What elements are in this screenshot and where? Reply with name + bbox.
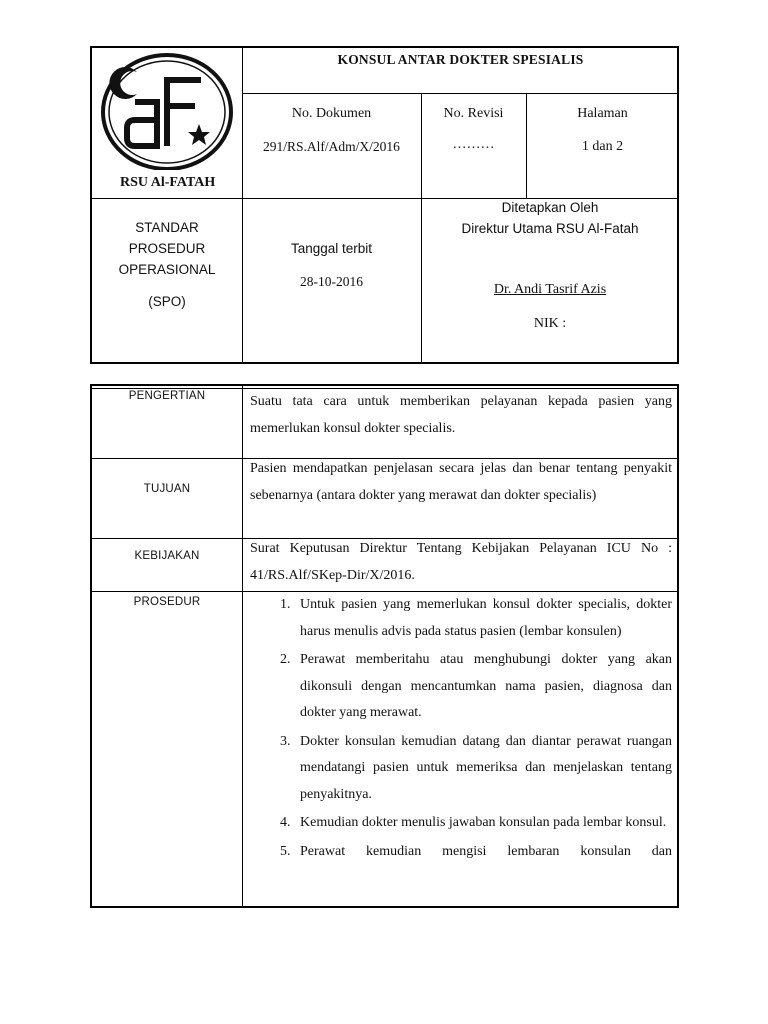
spo-line-1: STANDAR [135, 220, 199, 235]
spo-abbr: (SPO) [148, 294, 186, 309]
spo-header-table [90, 46, 679, 364]
no-dokumen-value: 291/RS.Alf/Adm/X/2016 [263, 139, 400, 154]
al-fatah-logo [97, 50, 237, 170]
no-revisi-value: ……… [452, 137, 495, 152]
director-name: Dr. Andi Tasrif Azis [493, 282, 607, 297]
no-revisi-label: No. Revisi [443, 106, 504, 121]
prosedur-step: 3. Dokter konsulan kemudian datang dan diantar perawat ruangan mendatangi pasien untuk memeriksa dan menjelaskan tentang penyakitnya. [294, 729, 672, 809]
pengertian-label: PENGERTIAN [128, 390, 206, 402]
tanggal-terbit-value: 28-10-2016 [300, 274, 363, 289]
nik-label: NIK : [533, 316, 567, 331]
ditetapkan-oleh: Ditetapkan Oleh [501, 200, 599, 215]
ditetapkan-jabatan: Direktur Utama RSU Al-Fatah [461, 221, 639, 236]
tanggal-terbit-label: Tanggal terbit [290, 241, 373, 256]
prosedur-step: 4. Kemudian dokter menulis jawaban konsulan pada lembar konsul. [294, 810, 672, 837]
no-dokumen-label: No. Dokumen [291, 106, 372, 121]
prosedur-step: 1. Untuk pasien yang memerlukan konsul dokter specialis, dokter harus menulis advis pada status pasien (lembar konsulen) [294, 592, 672, 645]
halaman-value: 1 dan 2 [581, 139, 624, 154]
document-title: KONSUL ANTAR DOKTER SPESIALIS [337, 52, 584, 67]
prosedur-step: 5. Perawat kemudian mengisi lembaran konsulan dan [294, 839, 672, 866]
prosedur-steps [250, 592, 672, 867]
kebijakan-label: KEBIJAKAN [134, 550, 200, 562]
tujuan-text: Pasien mendapatkan penjelasan secara jelas dan benar tentang penyakit sebenarnya (antara dokter yang merawat dan dokter specialis) [250, 461, 672, 503]
prosedur-step: 2. Perawat memberitahu atau menghubungi dokter yang akan dikonsuli dengan mencantumkan nama pasien, diagnosa dan dokter yang merawat. [294, 647, 672, 727]
spo-line-3: OPERASIONAL [118, 262, 216, 277]
hospital-name: RSU Al-FATAH [120, 175, 216, 190]
halaman-label: Halaman [577, 106, 628, 121]
spo-content-table [90, 384, 679, 908]
spo-line-2: PROSEDUR [128, 241, 206, 256]
tujuan-label: TUJUAN [143, 483, 191, 495]
prosedur-label: PROSEDUR [133, 596, 201, 608]
pengertian-text: Suatu tata cara untuk memberikan pelayanan kepada pasien yang memerlukan konsul dokter specialis. [250, 394, 672, 436]
kebijakan-text: Surat Keputusan Direktur Tentang Kebijakan Pelayanan ICU No : 41/RS.Alf/SKep-Dir/X/2016. [250, 541, 672, 583]
